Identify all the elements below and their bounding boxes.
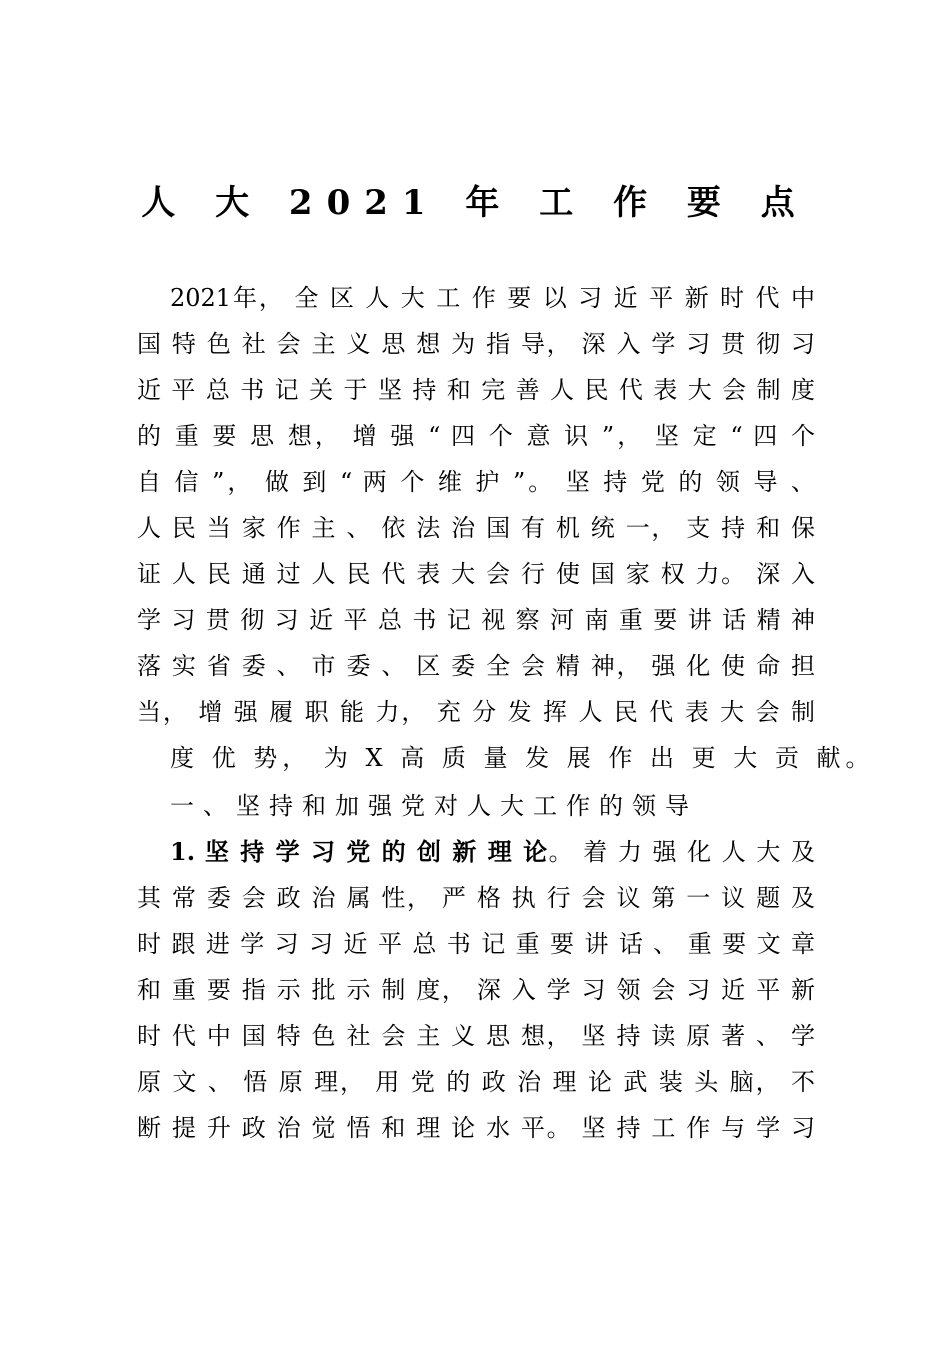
- item-1-first-line-rest: 。 着 力 强 化 人 大 及: [548, 838, 816, 866]
- paragraph-line: 近 平 总 书 记 关 于 坚 持 和 完 善 人 民 代 表 大 会 制 度: [137, 376, 815, 404]
- item-1-line: 时 跟 进 学 习 习 近 平 总 书 记 重 要 讲 话 、 重 要 文 章: [137, 930, 815, 958]
- paragraph-line: 证 人 民 通 过 人 民 代 表 大 会 行 使 国 家 权 力。 深 入: [137, 560, 815, 588]
- item-1-bold-lead: 1. 坚 持 学 习 党 的 创 新 理 论: [170, 837, 549, 866]
- document-title: 人 大 2021 年 工 作 要 点: [141, 183, 809, 223]
- item-1-first-line: [170, 829, 815, 875]
- section-heading: 一、坚持和加强党对人大工作的领导: [170, 792, 698, 820]
- item-1-line: 时 代 中 国 特 色 社 会 主 义 思 想， 坚 持 读 原 著 、 学: [137, 1022, 815, 1050]
- paragraph-line: 人 民 当 家 作 主 、 依 法 治 国 有 机 统 一， 支 持 和 保: [137, 514, 815, 542]
- paragraph-line: 的 重 要 思 想， 增 强 “ 四 个 意 识 ”， 坚 定 “ 四 个: [137, 422, 815, 450]
- paragraph-line: 落 实 省 委 、 市 委 、 区 委 全 会 精 神， 强 化 使 命 担: [137, 652, 815, 680]
- item-1-line: 其 常 委 会 政 治 属 性， 严 格 执 行 会 议 第 一 议 题 及: [137, 884, 815, 912]
- item-1-line: 和 重 要 指 示 批 示 制 度， 深 入 学 习 领 会 习 近 平 新: [137, 976, 815, 1004]
- paragraph-line: 2021年， 全 区 人 大 工 作 要 以 习 近 平 新 时 代 中: [170, 284, 815, 312]
- paragraph-line: 学 习 贯 彻 习 近 平 总 书 记 视 察 河 南 重 要 讲 话 精 神: [137, 606, 815, 634]
- paragraph-line: 自 信 ”， 做 到 “ 两 个 维 护 ”。 坚 持 党 的 领 导 、: [137, 468, 815, 496]
- item-1-line: 原 文 、 悟 原 理， 用 党 的 政 治 理 论 武 装 头 脑， 不: [137, 1068, 815, 1096]
- item-1-line: 断 提 升 政 治 觉 悟 和 理 论 水 平。 坚 持 工 作 与 学 习: [137, 1114, 815, 1142]
- paragraph-line: 国 特 色 社 会 主 义 思 想 为 指 导， 深 入 学 习 贯 彻 习: [137, 330, 815, 358]
- paragraph-line: 当， 增 强 履 职 能 力， 充 分 发 挥 人 民 代 表 大 会 制: [137, 698, 815, 726]
- paragraph-line: 度 优 势， 为 X 高 质 量 发 展 作 出 更 大 贡 献。: [170, 744, 875, 772]
